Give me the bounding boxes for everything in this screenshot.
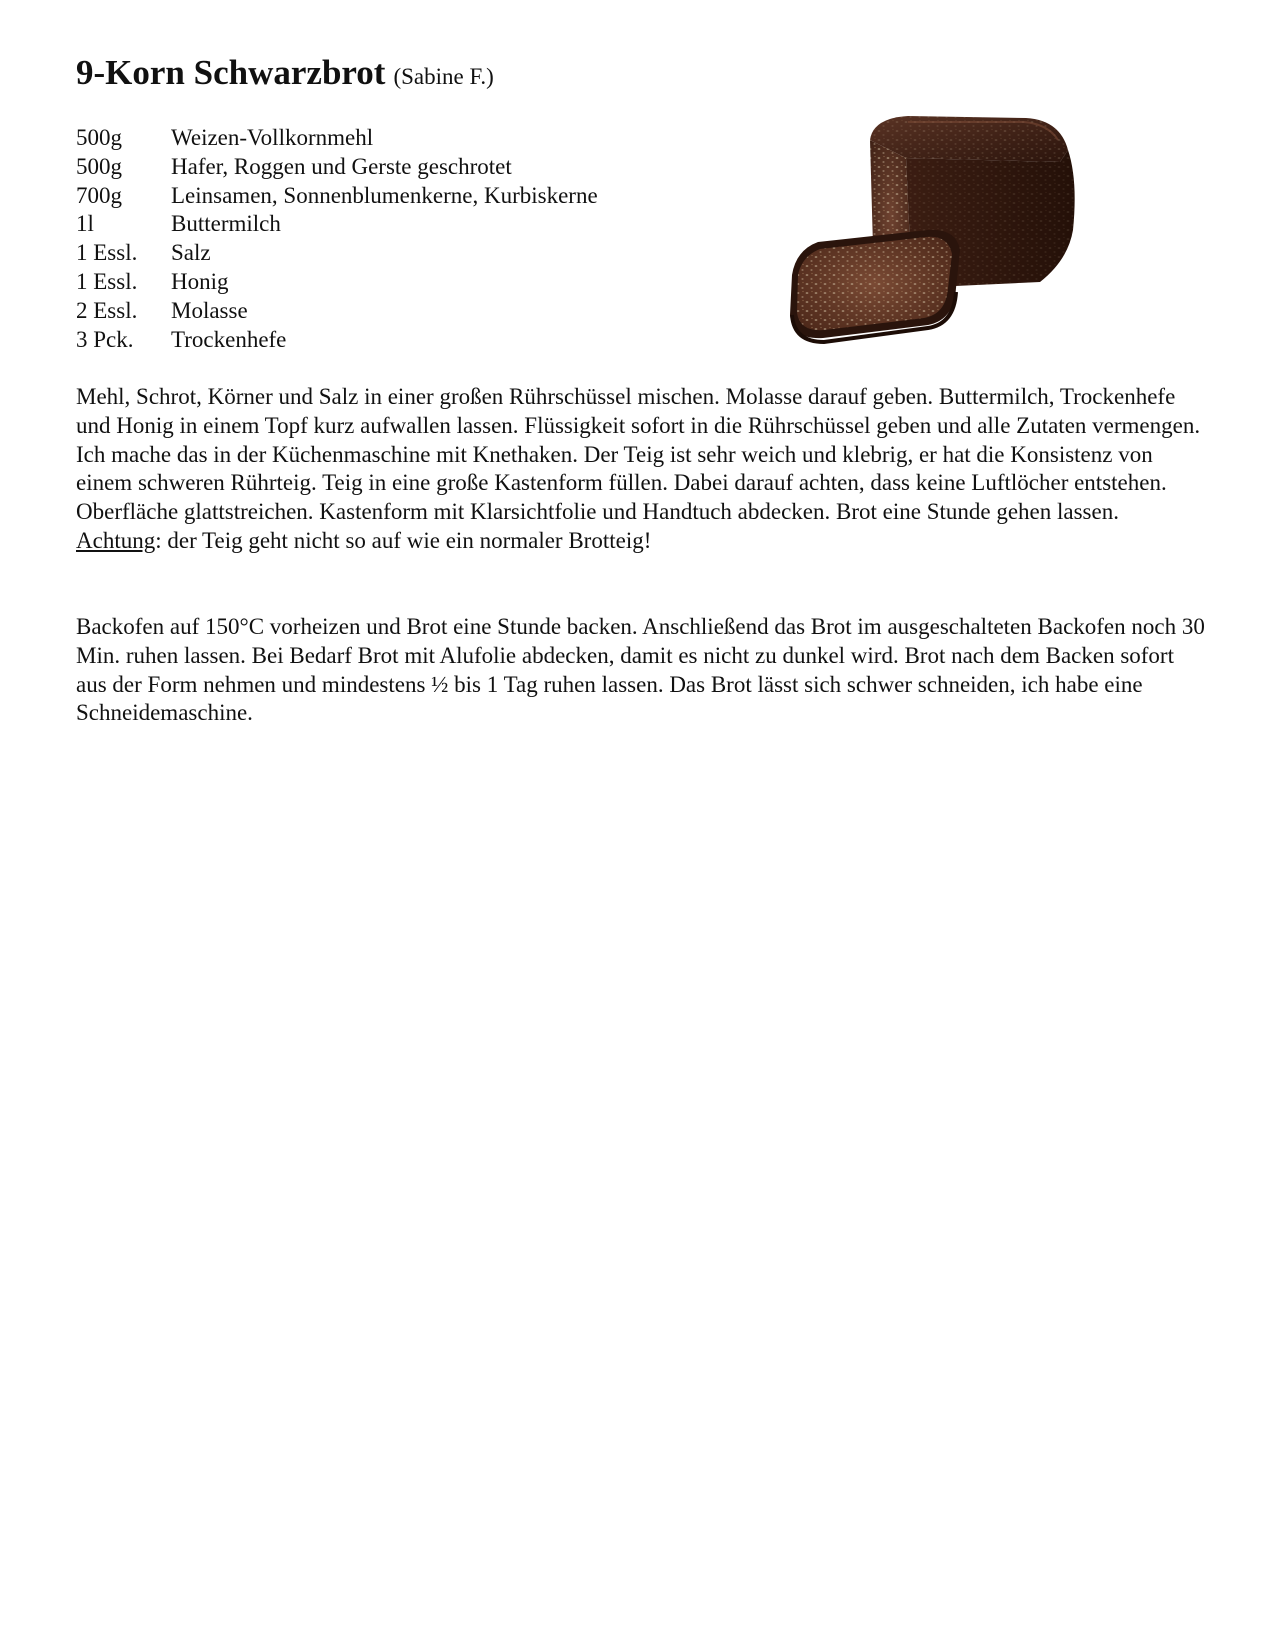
ingredient-name: Buttermilch [171,211,281,237]
ingredient-row [76,124,598,153]
ingredient-row [76,239,598,268]
ingredient-name: Hafer, Roggen und Gerste geschrotet [171,153,512,179]
recipe-name: 9-Korn Schwarzbrot [76,53,386,92]
recipe-title [76,52,494,94]
ingredient-row [76,268,598,297]
ingredient-quantity: 1 Essl. [76,240,138,266]
instructions-paragraph-2 [76,613,1206,728]
ingredient-row [76,210,598,239]
ingredient-name: Honig [171,268,229,294]
ingredient-name: Leinsamen, Sonnenblumenkerne, Kurbiskerne [171,182,598,208]
ingredient-name: Weizen-Vollkornmehl [171,125,374,150]
ingredient-row [76,326,598,355]
ingredient-quantity: 2 Essl. [76,297,138,323]
ingredient-quantity: 1l [76,211,94,237]
ingredient-quantity: 700g [76,182,122,208]
recipe-author: (Sabine F.) [393,64,494,89]
ingredient-name: Trockenhefe [171,326,287,352]
ingredient-quantity: 3 Pck. [76,326,134,352]
baking-text: Backofen auf 150°C vorheizen und Brot eine Stunde backen. Anschließend das Brot im ausgeschalteten Backofen noch 30 Min. ruhen lassen. Bei Bedarf Brot mit Alufolie abdecken, damit es nicht zu dunkel wird. Brot nach dem Backen sofort aus der Form nehmen und mindestens ½ bis 1 Tag ruhen lassen. Das Brot lässt sich schwer schneiden, ich habe eine Schneidemaschine. [76,614,1205,726]
ingredient-name: Molasse [171,297,248,323]
ingredient-quantity: 1 Essl. [76,268,138,294]
ingredient-row [76,182,598,211]
ingredient-name: Salz [171,240,211,266]
ingredient-quantity: 500g [76,125,122,150]
instructions-paragraph-1 [76,383,1206,556]
note-label: Achtung [76,527,156,553]
bread-photo [778,110,1108,355]
ingredient-row [76,297,598,326]
note-text: : der Teig geht nicht so auf wie ein normaler Brotteig! [155,527,652,553]
instructions-text: Mehl, Schrot, Körner und Salz in einer großen Rührschüssel mischen. Molasse darauf geben. Buttermilch, Trockenhefe und Honig in einem Topf kurz aufwallen lassen. Flüssigkeit sofort in die Rührschüssel geben und alle Zutaten vermengen. Ich mache das in der Küchenmaschine mit Knethaken. Der Teig ist sehr weich und klebrig, er hat die Konsistenz von einem schweren Rührteig. Teig in eine große Kastenform füllen. Dabei darauf achten, dass keine Luftlöcher entstehen. Oberfläche glattstreichen. Kastenform mit Klarsichtfolie und Handtuch abdecken. Brot eine Stunde gehen lassen. [76,384,1201,525]
ingredient-quantity: 500g [76,153,122,179]
ingredient-row [76,153,598,182]
bread-slice [790,230,960,342]
ingredient-list [76,124,598,354]
